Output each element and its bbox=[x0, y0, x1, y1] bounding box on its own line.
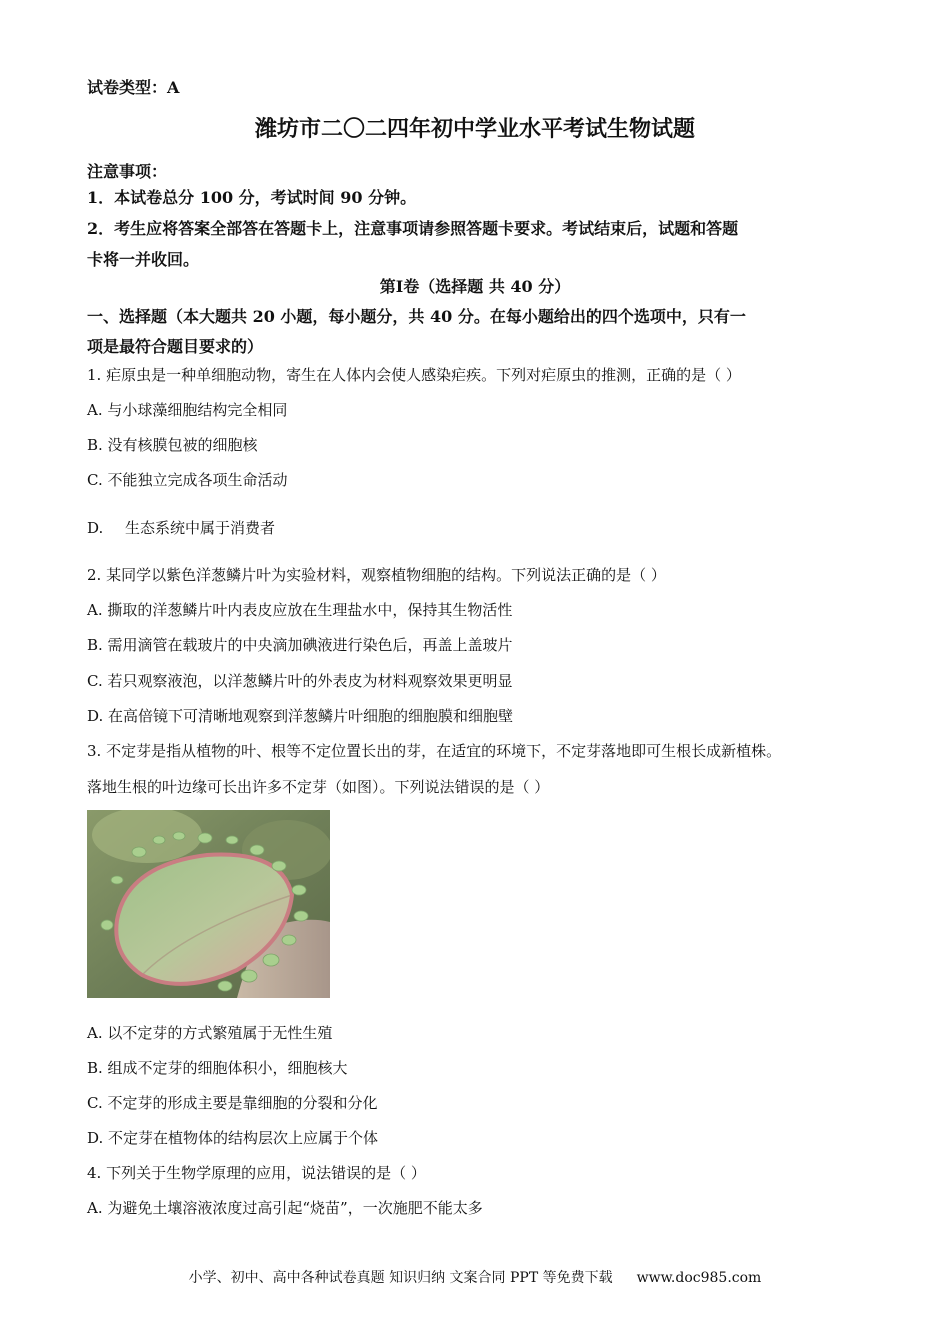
page-footer bbox=[0, 1268, 950, 1288]
q3-stem-line1: 3. 不定芽是指从植物的叶、根等不定位置长出的芽，在适宜的环境下，不定芽落地即可生根长成新植株。 bbox=[87, 742, 782, 760]
q1-option-d-text: 生态系统中属于消费者 bbox=[125, 519, 276, 537]
q1-stem: 1. 疟原虫是一种单细胞动物，寄生在人体内会使人感染疟疾。下列对疟原虫的推测，正确的是（ ） bbox=[87, 366, 741, 384]
footer-text: 小学、初中、高中各种试卷真题 知识归纳 文案合同 PPT 等免费下载 bbox=[188, 1270, 613, 1286]
q3-stem-line2: 落地生根的叶边缘可长出许多不定芽（如图）。下列说法错误的是（ ） bbox=[87, 778, 550, 796]
q3-option-a: A. 以不定芽的方式繁殖属于无性生殖 bbox=[87, 1024, 333, 1042]
q2-option-d: D. 在高倍镜下可清晰地观察到洋葱鳞片叶细胞的细胞膜和细胞壁 bbox=[87, 707, 514, 725]
part1-instructions-line2: 项是最符合题目要求的） bbox=[87, 337, 264, 356]
leaf-illustration bbox=[87, 810, 330, 998]
q4-option-a: A. 为避免土壤溶液浓度过高引起“烧苗”，一次施肥不能太多 bbox=[87, 1199, 483, 1217]
part1-title: 第Ⅰ卷（选择题 共 40 分） bbox=[379, 277, 571, 296]
notice-item-1: 1．本试卷总分 100 分，考试时间 90 分钟。 bbox=[87, 188, 417, 207]
q1-option-b: B. 没有核膜包被的细胞核 bbox=[87, 436, 258, 454]
q1-option-a: A. 与小球藻细胞结构完全相同 bbox=[87, 401, 288, 419]
notice-item-2: 2．考生应将答案全部答在答题卡上，注意事项请参照答题卡要求。考试结束后，试题和答题 bbox=[87, 219, 739, 238]
q3-option-d: D. 不定芽在植物体的结构层次上应属于个体 bbox=[87, 1129, 379, 1147]
q3-option-c: C. 不定芽的形成主要是靠细胞的分裂和分化 bbox=[87, 1094, 378, 1112]
paper-type: 试卷类型：A bbox=[87, 78, 180, 97]
q1-option-d-label: D. bbox=[87, 519, 104, 537]
notice-item-2-cont: 卡将一并收回。 bbox=[87, 250, 200, 269]
q3-option-b: B. 组成不定芽的细胞体积小，细胞核大 bbox=[87, 1059, 348, 1077]
q2-option-c: C. 若只观察液泡，以洋葱鳞片叶的外表皮为材料观察效果更明显 bbox=[87, 672, 513, 690]
footer-site-link[interactable]: www.doc985.com bbox=[636, 1270, 762, 1286]
notice-heading: 注意事项： bbox=[87, 162, 168, 181]
q1-option-d bbox=[87, 518, 275, 538]
part1-instructions-line1: 一、选择题（本大题共 20 小题，每小题分，共 40 分。在每小题给出的四个选项中，只有一 bbox=[87, 307, 746, 326]
bryophyllum-leaf-photo bbox=[87, 810, 330, 998]
q4-stem: 4. 下列关于生物学原理的应用，说法错误的是（ ） bbox=[87, 1164, 426, 1182]
q2-option-a: A. 撕取的洋葱鳞片叶内表皮应放在生理盐水中，保持其生物活性 bbox=[87, 601, 513, 619]
q2-stem: 2. 某同学以紫色洋葱鳞片叶为实验材料，观察植物细胞的结构。下列说法正确的是（ ） bbox=[87, 566, 666, 584]
exam-title: 潍坊市二〇二四年初中学业水平考试生物试题 bbox=[254, 116, 695, 142]
q1-option-c: C. 不能独立完成各项生命活动 bbox=[87, 471, 288, 489]
q2-option-b: B. 需用滴管在载玻片的中央滴加碘液进行染色后，再盖上盖玻片 bbox=[87, 636, 513, 654]
